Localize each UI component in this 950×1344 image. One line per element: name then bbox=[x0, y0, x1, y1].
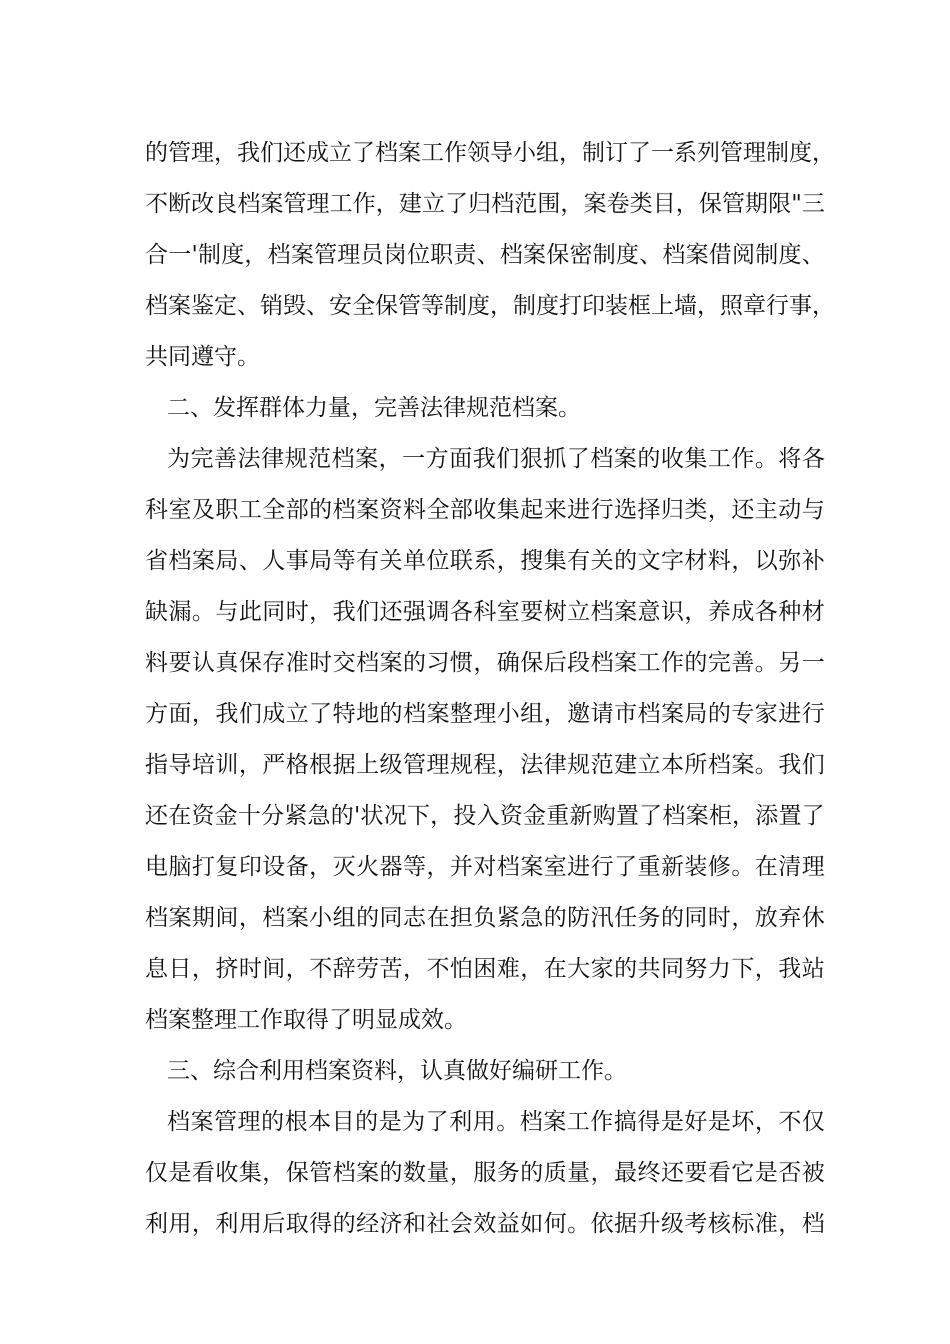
text-line: 利 用 ， 利 用 后 取 得 的 经 济 和 社 会 效 益 如 何 。 依 据 升 级 考 核 标 准 ， 档 bbox=[145, 1211, 825, 1237]
text-line: 不 断 改 良 档 案 管 理 工 作 ， 建 立 了 归 档 范 围 ， 案 卷 类 目 ， 保 管 期 限 " 三 bbox=[145, 191, 825, 217]
document-body bbox=[145, 128, 835, 1250]
text-line: 料 要 认 真 保 存 准 时 交 档 案 的 习 惯 ， 确 保 后 段 档 案 工 作 的 完 善 。 另 一 bbox=[145, 650, 825, 676]
text-line: 方 面 ， 我 们 成 立 了 特 地 的 档 案 整 理 小 组 ， 邀 请 市 档 案 局 的 专 家 进 行 bbox=[145, 701, 825, 727]
text-line: 科 室 及 职 工 全 部 的 档 案 资 料 全 部 收 集 起 来 进 行 选 择 归 类 ， 还 主 动 与 bbox=[145, 497, 825, 523]
text-line: 为 完 善 法 律 规 范 档 案 ， 一 方 面 我 们 狠 抓 了 档 案 的 收 集 工 作 。 将 各 bbox=[167, 446, 825, 472]
text-line: 息 日 ， 挤 时 间 ， 不 辞 劳 苦 ， 不 怕 困 难 ， 在 大 家 的 共 同 努 力 下 ， 我 站 bbox=[145, 956, 825, 982]
text-line: 省 档 案 局 、 人 事 局 等 有 关 单 位 联 系 ， 搜 集 有 关 的 文 字 材 料 ， 以 弥 补 bbox=[145, 548, 825, 574]
text-line: 档 案 期 间 ， 档 案 小 组 的 同 志 在 担 负 紧 急 的 防 汛 任 务 的 同 时 ， 放 弃 休 bbox=[145, 905, 825, 931]
text-line: 的 管 理 ， 我 们 还 成 立 了 档 案 工 作 领 导 小 组 ， 制 订 了 一 系 列 管 理 制 度 ， bbox=[145, 140, 835, 166]
text-line: 指 导 培 训 ， 严 格 根 据 上 级 管 理 规 程 ， 法 律 规 范 建 立 本 所 档 案 。 我 们 bbox=[145, 752, 825, 778]
text-line: 三、综合利用档案资料，认真做好编研工作。 bbox=[167, 1058, 627, 1084]
text-line: 二、发挥群体力量，完善法律规范档案。 bbox=[167, 395, 581, 421]
text-line: 档 案 鉴 定 、 销 毁 、 安 全 保 管 等 制 度 ， 制 度 打 印 装 框 上 墙 ， 照 章 行 事 ， bbox=[145, 293, 835, 319]
text-line: 仅 是 看 收 集 ， 保 管 档 案 的 数 量 ， 服 务 的 质 量 ， 最 终 还 要 看 它 是 否 被 bbox=[145, 1160, 825, 1186]
text-line: 电 脑 打 复 印 设 备 ， 灭 火 器 等 ， 并 对 档 案 室 进 行 了 重 新 装 修 。 在 清 理 bbox=[145, 854, 825, 880]
text-line: 档 案 管 理 的 根 本 目 的 是 为 了 利 用 。 档 案 工 作 搞 得 是 好 是 坏 ， 不 仅 bbox=[167, 1109, 825, 1135]
text-line: 缺 漏 。 与 此 同 时 ， 我 们 还 强 调 各 科 室 要 树 立 档 案 意 识 ， 养 成 各 种 材 bbox=[145, 599, 825, 625]
text-line: 档案整理工作取得了明显成效。 bbox=[145, 1007, 467, 1033]
text-line: 共同遵守。 bbox=[145, 344, 260, 370]
text-line: 还 在 资 金 十 分 紧 急 的 ' 状 况 下 ， 投 入 资 金 重 新 购 置 了 档 案 柜 ， 添 置 了 bbox=[145, 803, 825, 829]
text-line: 合 一 ' 制 度 ， 档 案 管 理 员 岗 位 职 责 、 档 案 保 密 制 度 、 档 案 借 阅 制 度 、 bbox=[145, 242, 825, 268]
